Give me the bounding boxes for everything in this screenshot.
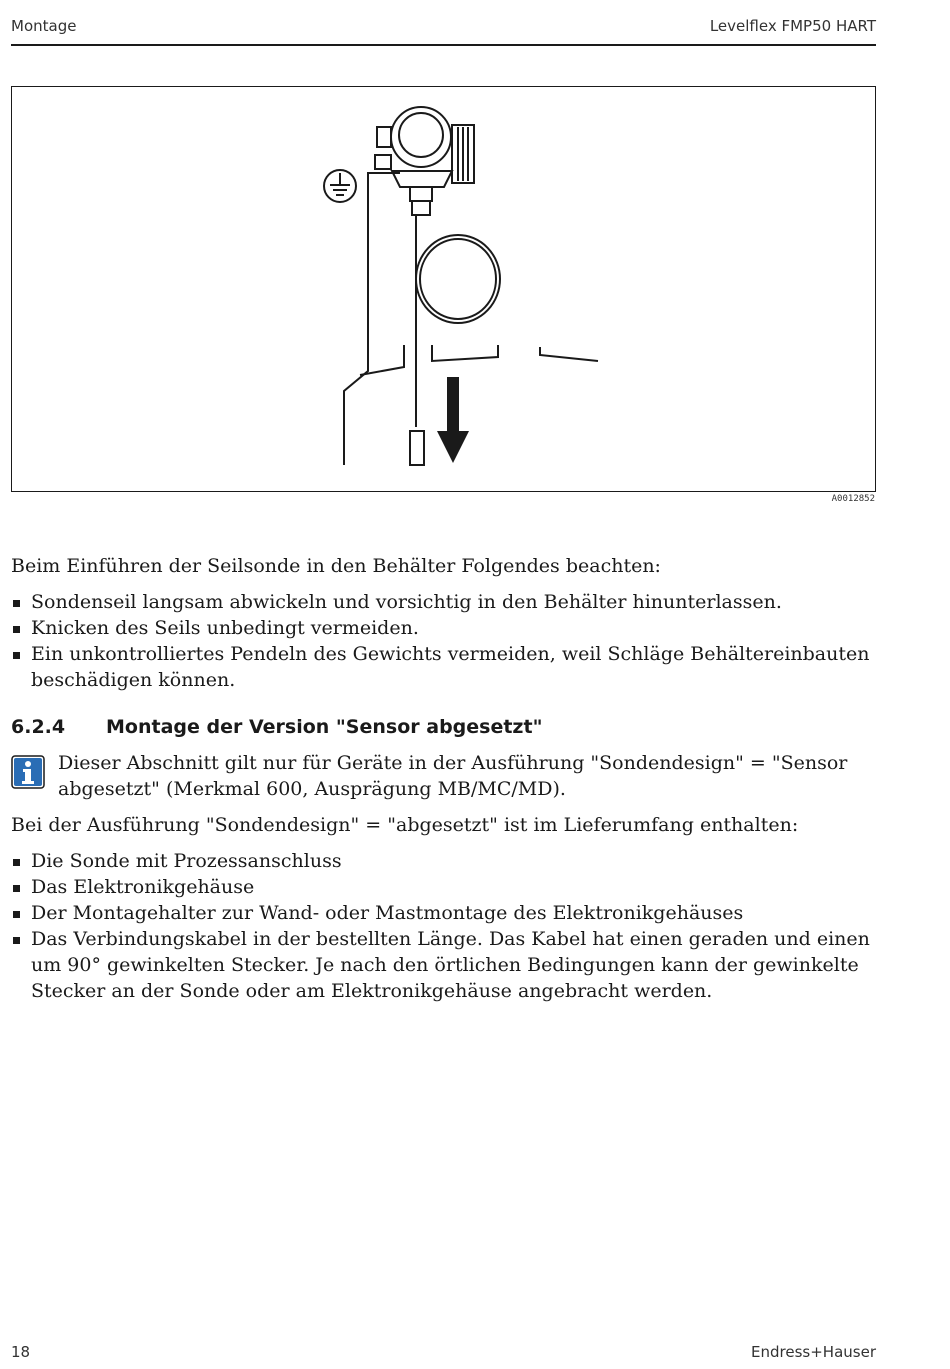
down-arrow-icon (437, 377, 469, 463)
list-item: Die Sonde mit Prozessanschluss (11, 848, 886, 874)
installation-figure (11, 86, 876, 492)
section-heading (11, 714, 886, 742)
rope-probe-illustration (12, 87, 875, 491)
page-number: 18 (11, 1343, 31, 1361)
list-item: Ein unkontrolliertes Pendeln des Gewichts vermeiden, weil Schläge Behältereinbauten beschädigen können. (11, 641, 886, 693)
info-icon (11, 755, 45, 789)
scope-intro-text: Bei der Ausführung "Sondendesign" = "abgesetzt" ist im Lieferumfang enthalten: (11, 814, 799, 836)
header-chapter: Montage (11, 17, 77, 35)
section-title: Montage der Version "Sensor abgesetzt" (106, 716, 543, 738)
list-item: Knicken des Seils unbedingt vermeiden. (11, 615, 886, 641)
list-item: Das Elektronikgehäuse (11, 874, 886, 900)
figure-id: A0012852 (831, 494, 875, 504)
section-number: 6.2.4 (11, 716, 66, 738)
intro-bullet-list (11, 589, 886, 693)
list-item: Sondenseil langsam abwickeln und vorsichtig in den Behälter hinunterlassen. (11, 589, 886, 615)
ground-symbol-icon (324, 170, 356, 202)
transmitter-housing-icon (375, 107, 474, 215)
page-header (11, 14, 876, 46)
scope-bullet-list (11, 848, 886, 1004)
info-note: Dieser Abschnitt gilt nur für Geräte in der Ausführung "Sondendesign" = "Sensor abgesetzt" (Merkmal 600, Ausprägung MB/MC/MD). (58, 752, 848, 800)
list-item: Der Montagehalter zur Wand- oder Mastmontage des Elektronikgehäuses (11, 900, 886, 926)
list-item: Das Verbindungskabel in der bestellten Länge. Das Kabel hat einen geraden und einen um 90° gewinkelten Stecker. Je nach den örtlichen Bedingungen kann der gewinkelte Stecker an der Sonde oder am Elektronikgehäuse angebracht werden. (11, 926, 886, 1004)
intro-text: Beim Einführen der Seilsonde in den Behälter Folgendes beachten: (11, 555, 661, 577)
footer-brand: Endress+Hauser (751, 1343, 876, 1361)
header-product: Levelflex FMP50 HART (709, 17, 876, 35)
